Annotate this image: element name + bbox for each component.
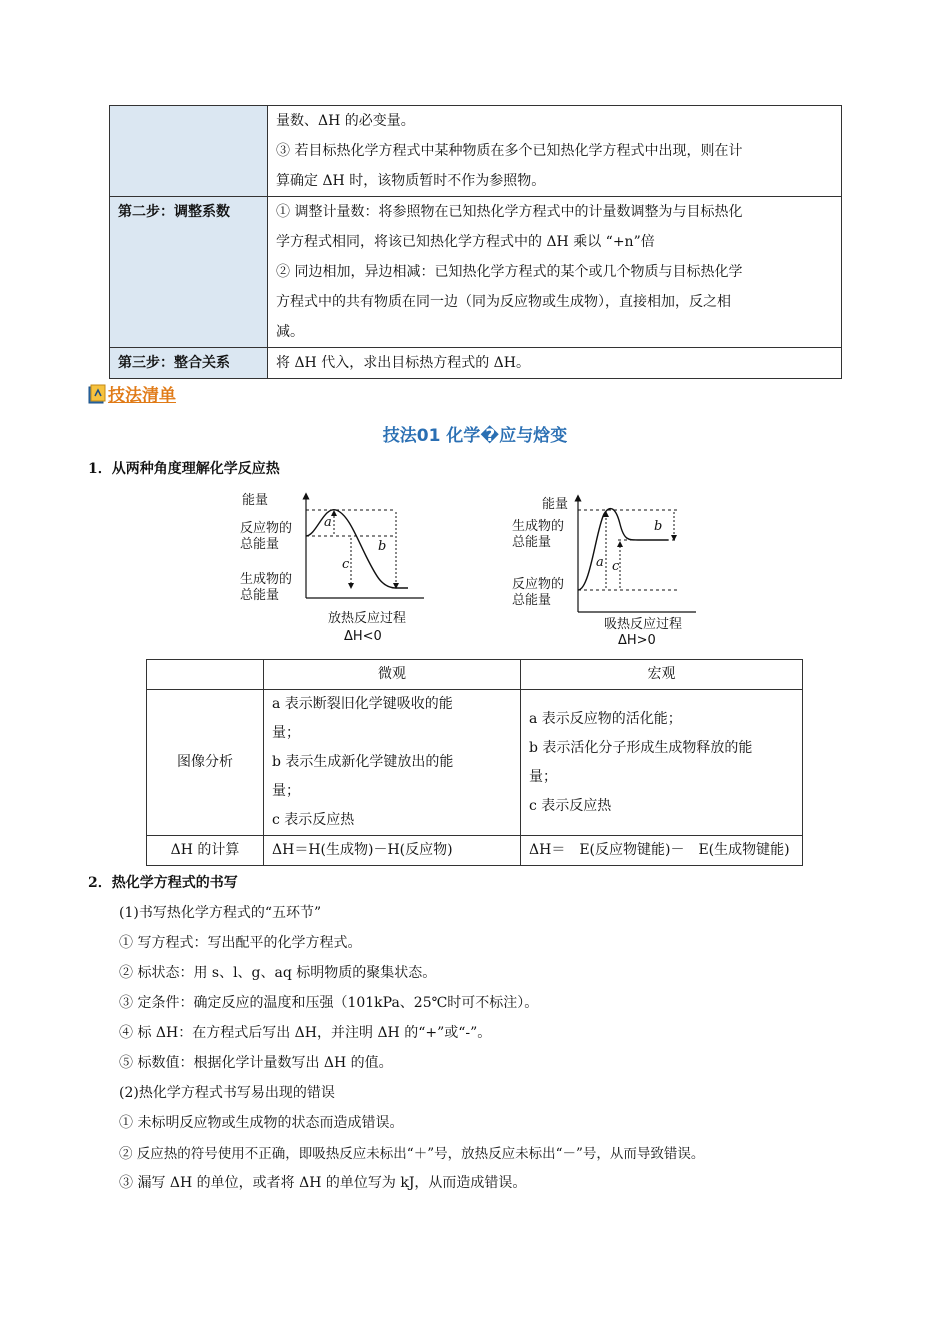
label-c: c [612, 559, 620, 574]
reactant-label: 总能量 [240, 537, 280, 552]
axis-label: 能量 [242, 493, 269, 508]
point2-heading: 2．热化学方程式的书写 [88, 875, 238, 891]
product-label: 总能量 [240, 588, 280, 603]
step-content [268, 197, 842, 348]
text-line: ③ 若目标热化学方程式中某种物质在多个已知热化学方程式中出现，则在计 [276, 143, 743, 159]
product-label: 生成物的 [240, 572, 293, 587]
text-line: b 表示活化分子形成生成物释放的能 [529, 739, 753, 756]
text-line: c 表示反应热 [529, 797, 612, 814]
reactant-label: 反应物的 [512, 577, 565, 592]
text-line: b 表示生成新化学键放出的能 [272, 754, 454, 770]
table-cell [521, 690, 803, 836]
steps-table [109, 105, 842, 379]
text-line: 量； [529, 768, 557, 785]
text-line: 减。 [276, 324, 304, 340]
text-line: ① 调整计量数：将参照物在已知热化学方程式中的计量数调整为与目标热化 [276, 204, 743, 220]
text-line: ① 未标明反应物或生成物的状态而造成错误。 [119, 1115, 404, 1131]
table-row [147, 836, 803, 866]
text-line: 算确定 ΔH 时，该物质暂时不作为参照物。 [276, 173, 546, 189]
text-line: 量； [272, 725, 300, 741]
row-label: 图像分析 [147, 690, 264, 836]
table-row [110, 197, 842, 348]
table-header: 宏观 [521, 660, 803, 690]
formula-cell: ΔH＝H(生成物)－H(反应物) [264, 836, 521, 866]
label-a: a [596, 555, 604, 570]
label-b: b [378, 539, 387, 554]
table-cell [147, 660, 264, 690]
table-header: 微观 [264, 660, 521, 690]
dh-label: ΔH>0 [618, 633, 656, 648]
step-content [268, 348, 842, 379]
text-line: ② 反应热的符号使用不正确，即吸热反应未标出“＋”号，放热反应未标出“－”号，从而导致错误。 [119, 1146, 705, 1162]
product-label: 生成物的 [512, 519, 565, 534]
text-line: 方程式中的共有物质在同一边（同为反应物或生成物），直接相加，反之相 [276, 294, 731, 310]
formula-cell: ΔH＝ E(反应物键能)－ E(生成物键能) [521, 836, 803, 866]
product-label: 总能量 [512, 535, 552, 550]
reactant-label: 总能量 [512, 593, 552, 608]
text-line: ④ 标 ΔH：在方程式后写出 ΔH，并注明 ΔH 的“+”或“-”。 [119, 1025, 492, 1041]
text-line: (2)热化学方程式书写易出现的错误 [119, 1085, 335, 1101]
notebook-icon [88, 384, 106, 404]
table-row [147, 660, 803, 690]
text-line: ③ 漏写 ΔH 的单位，或者将 ΔH 的单位写为 kJ，从而造成错误。 [119, 1175, 527, 1191]
text-line: (1)书写热化学方程式的“五环节” [119, 905, 322, 921]
label-a: a [324, 515, 332, 530]
text-line: c 表示反应热 [272, 812, 355, 828]
exothermic-diagram [236, 486, 436, 646]
text-line: ③ 定条件：确定反应的温度和压强（101kPa、25℃时可不标注）。 [119, 995, 539, 1011]
dh-label: ΔH<0 [344, 629, 382, 644]
energy-curve [306, 510, 408, 588]
text-line: ⑤ 标数值：根据化学计量数写出 ΔH 的值。 [119, 1055, 393, 1071]
step-content [268, 106, 842, 197]
table-row [147, 690, 803, 836]
table-row [110, 106, 842, 197]
reactant-label: 反应物的 [240, 521, 293, 536]
technique-title: 技法01 化学�应与焓变 [382, 426, 568, 446]
text-line: a 表示反应物的活化能； [529, 710, 682, 727]
endothermic-diagram [508, 490, 708, 650]
point1-heading: 1．从两种角度理解化学反应热 [88, 461, 280, 477]
section-header [88, 381, 176, 406]
text-line: 量； [272, 783, 300, 799]
text-line: 量数、ΔH 的必变量。 [276, 113, 415, 129]
step-label: 第三步：整合关系 [110, 348, 268, 379]
text-line: a 表示断裂旧化学键吸收的能 [272, 696, 453, 712]
label-c: c [342, 557, 350, 572]
text-line: ① 写方程式：写出配平的化学方程式。 [119, 935, 362, 951]
text-line: ② 同边相加，异边相减：已知热化学方程式的某个或几个物质与目标热化学 [276, 264, 743, 280]
label-b: b [654, 519, 663, 534]
process-label: 放热反应过程 [328, 611, 407, 626]
section-title: 技法清单 [108, 386, 176, 406]
text-line: 将 ΔH 代入，求出目标热方程式的 ΔH。 [276, 355, 530, 371]
text-line: ② 标状态：用 s、l、g、aq 标明物质的聚集状态。 [119, 965, 437, 981]
process-label: 吸热反应过程 [604, 617, 683, 632]
step-label [110, 106, 268, 197]
step-label: 第二步：调整系数 [110, 197, 268, 348]
axis-label: 能量 [542, 497, 569, 512]
table-cell [264, 690, 521, 836]
analysis-table [146, 659, 803, 866]
text-line: 学方程式相同，将该已知热化学方程式中的 ΔH 乘以 “+n”倍 [276, 234, 655, 250]
row-label: ΔH 的计算 [147, 836, 264, 866]
table-row [110, 348, 842, 379]
